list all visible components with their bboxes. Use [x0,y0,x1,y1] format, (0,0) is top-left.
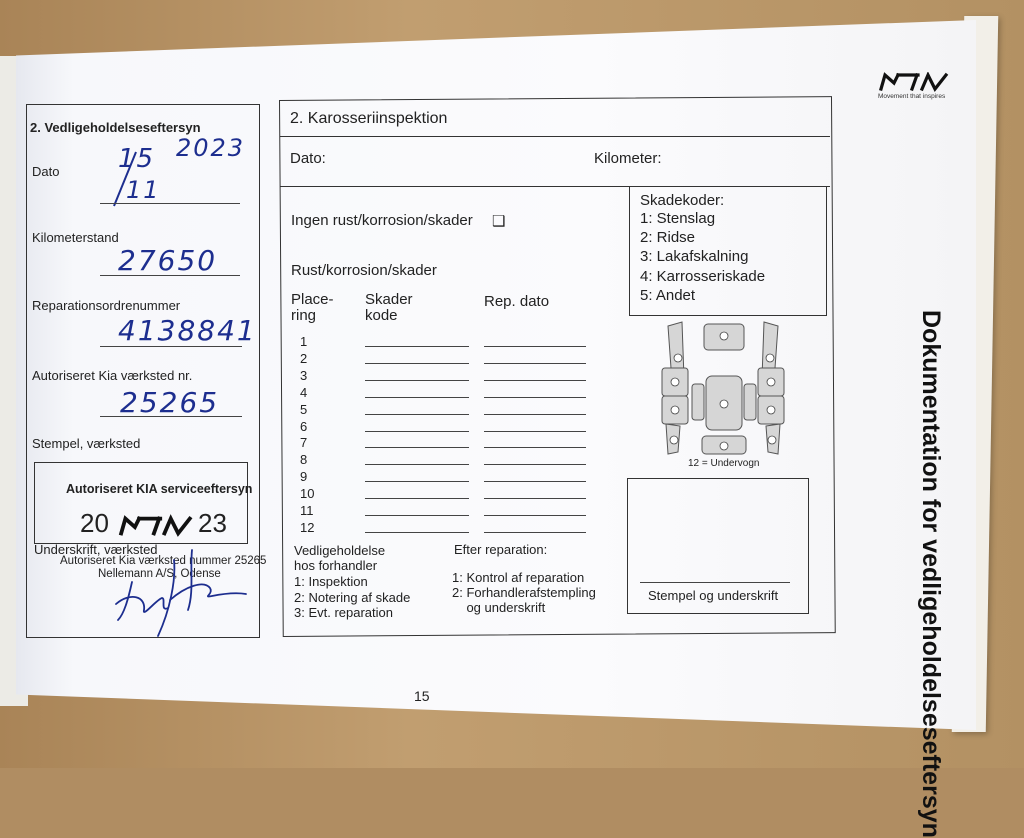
damage-code-entry-line[interactable] [365,481,469,482]
maintenance-step: 3: Evt. reparation [294,605,393,620]
row-number: 6 [300,418,308,434]
mileage-underline [100,275,240,276]
repair-date-entry-line[interactable] [484,346,586,347]
body-inspection-title: 2. Karosseriinspektion [290,110,448,127]
brand-tagline: Movement that inspires [878,93,946,100]
stamp-address-line1: Autoriseret Kia værksted nummer 25265 [60,555,267,567]
placement-column-header: Place- ring [291,291,334,324]
handwritten-date-day: 15 [118,144,156,174]
row-number: 10 [300,486,315,502]
damage-code-entry-line[interactable] [365,498,469,499]
handwritten-date-month: 11 [126,176,161,204]
no-rust-label: Ingen rust/korrosion/skader [291,212,473,229]
repair-order-underline [100,346,242,347]
inspection-date-row [280,136,830,187]
damage-code-entry-line[interactable] [365,414,469,415]
damage-code-item: 4: Karrosseriskade [640,267,766,285]
repair-date-column-header: Rep. dato [484,293,550,310]
row-number: 12 [300,519,315,535]
damage-code-entry-line[interactable] [365,464,469,465]
repair-date-entry-line[interactable] [484,464,586,465]
workshop-number-label: Autoriseret Kia værksted nr. [32,368,193,383]
row-number: 2 [300,350,308,366]
repair-date-entry-line[interactable] [484,414,586,415]
damage-code-item: 5: Andet [640,286,696,304]
page-number: 15 [414,688,430,704]
workshop-number-underline [100,416,242,417]
row-number: 4 [300,384,308,400]
repair-date-entry-line[interactable] [484,515,586,516]
stamp-address-line2: Nellemann A/S, Odense [98,568,221,580]
repair-date-entry-line[interactable] [484,431,586,432]
side-title-block [860,310,950,838]
damage-code-entry-line[interactable] [365,346,469,347]
car-body-diagram [648,318,818,468]
maintenance-heading: Vedligeholdelse hos forhandler [294,543,386,573]
row-number: 11 [300,503,314,518]
after-repair-step: 1: Kontrol af reparation [452,570,585,585]
handwritten-signature [110,540,250,645]
stamp-signature-line [640,582,790,583]
repair-date-entry-line[interactable] [484,498,586,499]
rust-label: Rust/korrosion/skader [291,262,437,279]
date-label: Dato [32,164,60,179]
inspection-date-label: Dato: [290,150,326,167]
repair-date-entry-line[interactable] [484,481,586,482]
damage-code-entry-line[interactable] [365,515,469,516]
handwritten-workshop-number: 25265 [120,386,220,419]
stamp-year-left: 20 [80,508,109,538]
repair-date-entry-line[interactable] [484,447,586,448]
handwritten-repair-order: 4138841 [118,314,257,347]
mileage-label: Kilometerstand [32,230,119,245]
row-number: 8 [300,452,308,468]
date-underline [100,203,240,204]
row-number: 3 [300,367,308,383]
handwritten-slash [106,150,146,215]
handwritten-date-year: 2023 [176,134,246,162]
repair-date-entry-line[interactable] [484,397,586,398]
maintenance-record-title: 2. Vedligeholdelseseftersyn [30,120,201,135]
row-number: 5 [300,401,308,417]
damage-code-entry-line[interactable] [365,397,469,398]
repair-date-entry-line[interactable] [484,532,586,533]
row-number: 7 [300,435,308,451]
no-rust-checkbox[interactable]: ❑ [492,213,506,230]
diagram-caption: 12 = Undervogn [688,458,760,469]
after-repair-step: 2: Forhandlerafstempling [452,585,596,600]
maintenance-step: 2: Notering af skade [294,589,411,605]
handwritten-mileage: 27650 [118,244,218,277]
damage-code-entry-line[interactable] [365,363,469,364]
side-title: Dokumentation for vedligeholdelseseftersyn [917,310,945,838]
stamp-year-right: 23 [198,508,227,538]
damage-code-entry-line[interactable] [365,431,469,432]
after-repair-heading: Efter reparation: [454,542,548,557]
row-number: 9 [300,469,308,485]
repair-order-label: Reparationsordrenummer [32,298,181,313]
damage-code-item: 1: Stenslag [640,210,716,227]
damage-codes-heading: Skadekoder: [640,192,725,209]
workshop-stamp-label: Stempel, værksted [32,436,141,451]
damage-code-entry-line[interactable] [365,447,469,448]
damage-code-item: 3: Lakafskalning [640,248,749,266]
damage-code-entry-line[interactable] [365,380,469,381]
maintenance-step: 1: Inspektion [294,574,368,589]
damage-code-column-header: Skader kode [365,291,413,324]
inspection-km-label: Kilometer: [594,150,662,167]
stamp-text: Autoriseret KIA serviceeftersyn [66,482,253,496]
repair-date-entry-line[interactable] [484,363,586,364]
damage-code-item: 2: Ridse [640,229,696,247]
signature-label: Underskrift, værksted [34,542,158,557]
repair-date-entry-line[interactable] [484,380,586,381]
stamp-signature-label: Stempel og underskrift [648,588,779,603]
row-number: 1 [300,334,308,349]
after-repair-step: og underskrift [452,600,546,615]
damage-code-entry-line[interactable] [365,532,469,533]
